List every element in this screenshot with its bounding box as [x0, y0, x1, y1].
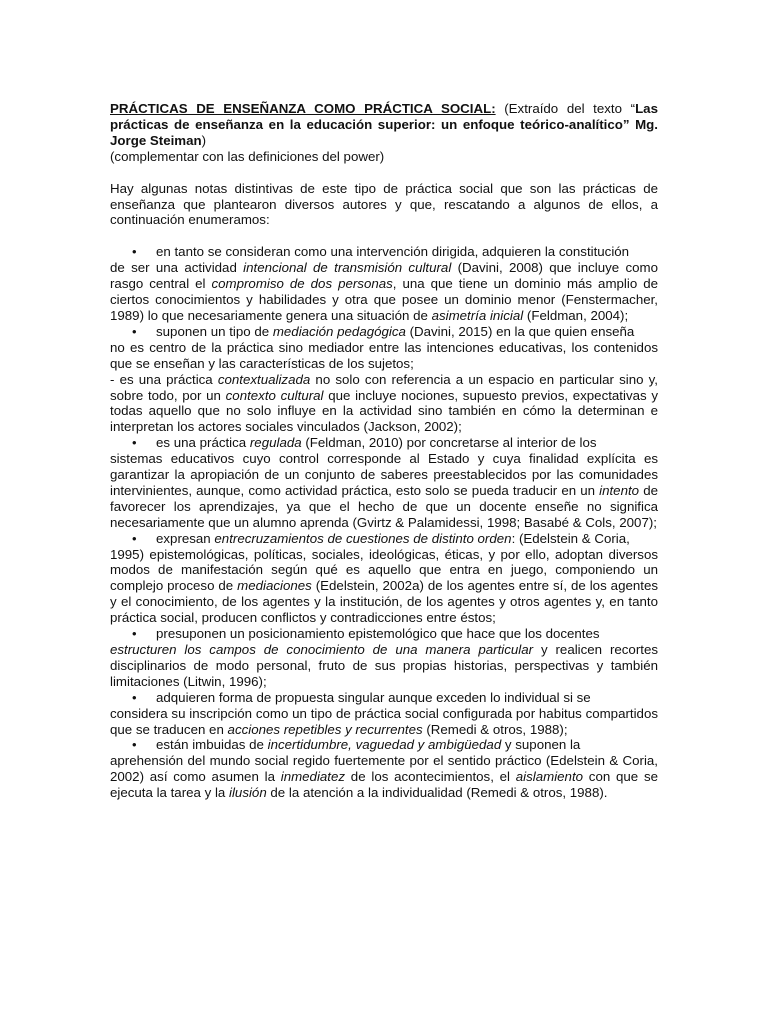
bullet-item-6: • presuponen un posicionamiento epistemológico que hace que los docentes	[132, 626, 600, 642]
document-heading	[110, 101, 658, 149]
bullet-item-7: • adquieren forma de propuesta singular aunque exceden lo individual si se	[132, 689, 591, 705]
bullet-icon: •	[132, 737, 137, 753]
item-6-continuation: estructuren los campos de conocimiento de una manera particular y realicen recortes disciplinarios de modo personal, fruto de sus propias historias, perspectivas y también limitaciones (Litwin, 1996);	[110, 642, 658, 689]
dash-item-3: - es una práctica contextualizada no solo con referencia a un espacio en particular sino y, sobre todo, por un contexto cultural que incluye nociones, supuesto previos, expectativas y todas aquello que no solo influye en la actividad sino también en cómo la determinan e interpretan los actores sociales vinculados (Jackson, 2002);	[110, 371, 658, 435]
bullet-icon: •	[132, 626, 137, 642]
document-title: PRÁCTICAS DE ENSEÑANZA COMO PRÁCTICA SOCIAL:	[110, 101, 496, 116]
bullet-icon: •	[132, 530, 137, 546]
source-reference: Las prácticas de enseñanza en la educación superior: un enfoque teórico-analítico” Mg. Jorge Steiman	[110, 101, 658, 148]
intro-paragraph: Hay algunas notas distintivas de este tipo de práctica social que son las prácticas de enseñanza que plantearon diversos autores y que, rescatando a algunos de ellos, a continuación enumeramos:	[110, 180, 658, 228]
bullet-item-2: • suponen un tipo de mediación pedagógica (Davini, 2015) en la que quien enseña	[132, 323, 635, 339]
source-suffix: )	[201, 132, 207, 148]
complement-note: (complementar con las definiciones del power)	[110, 148, 385, 164]
source-prefix: (Extraído del texto “	[495, 101, 636, 116]
spacer	[110, 165, 658, 181]
bullet-icon: •	[132, 244, 137, 260]
bullet-icon: •	[132, 435, 137, 451]
item-1-continuation: de ser una actividad intencional de transmisión cultural (Davini, 2008) que incluye como rasgo central el compromiso de dos personas, una que tiene un dominio más amplio de ciertos conocimientos y habilidades y otra que posee un dominio menor (Fenstermacher, 1989) lo que necesariamente genera una situación de asimetría inicial (Feldman, 2004);	[110, 260, 658, 323]
item-4-continuation: sistemas educativos cuyo control corresponde al Estado y cuya finalidad explícita es garantizar la apropiación de un conjunto de saberes preestablecidos por las comunidades intervinientes, aunque, como actividad práctica, esto solo se pueda traducir en un intento de favorecer los aprendizajes, ya que el hecho de que un docente enseñe no significa necesariamente que un alumno aprenda (Gvirtz & Palamidessi, 1998; Basabé & Cols, 2007);	[110, 451, 658, 530]
bullet-item-1	[110, 244, 658, 260]
item-7-continuation: considera su inscripción como un tipo de práctica social configurada por habitus compartidos que se traducen en acciones repetibles y recurrentes (Remedi & otros, 1988);	[110, 705, 658, 737]
document-page	[110, 101, 658, 801]
item-2-continuation: no es centro de la práctica sino mediador entre las intenciones educativas, los contenidos que se enseñan y las características de los sujetos;	[110, 339, 658, 371]
bullet-text: en tanto se consideran como una intervención dirigida, adquieren la constitución	[156, 244, 630, 260]
spacer	[110, 228, 658, 244]
bullet-item-4: • es una práctica regulada (Feldman, 2010) por concretarse al interior de los	[132, 435, 597, 451]
bullet-icon: •	[132, 689, 137, 705]
item-8-continuation: aprehensión del mundo social regido fuertemente por el sentido práctico (Edelstein & Coria, 2002) así como asumen la inmediatez de los acontecimientos, el aislamiento con que se ejecuta la tarea y la ilusión de la atención a la individualidad (Remedi & otros, 1988).	[110, 753, 658, 801]
bullet-item-8: • están imbuidas de incertidumbre, vaguedad y ambigüedad y suponen la	[132, 737, 581, 753]
item-5-continuation: 1995) epistemológicas, políticas, sociales, ideológicas, éticas, y por ello, adoptan diversos modos de manifestación según qué es aquello que entra en juego, componiendo un complejo proceso de mediaciones (Edelstein, 2002a) de los agentes entre sí, de los agentes y el conocimiento, de los agentes y la institución, de los agentes y otros agentes y, en tanto práctica social, producen conflictos y contradicciones entre éstos;	[110, 546, 658, 626]
bullet-icon: •	[132, 323, 137, 339]
bullet-item-5: • expresan entrecruzamientos de cuestiones de distinto orden: (Edelstein & Coria,	[132, 530, 630, 546]
